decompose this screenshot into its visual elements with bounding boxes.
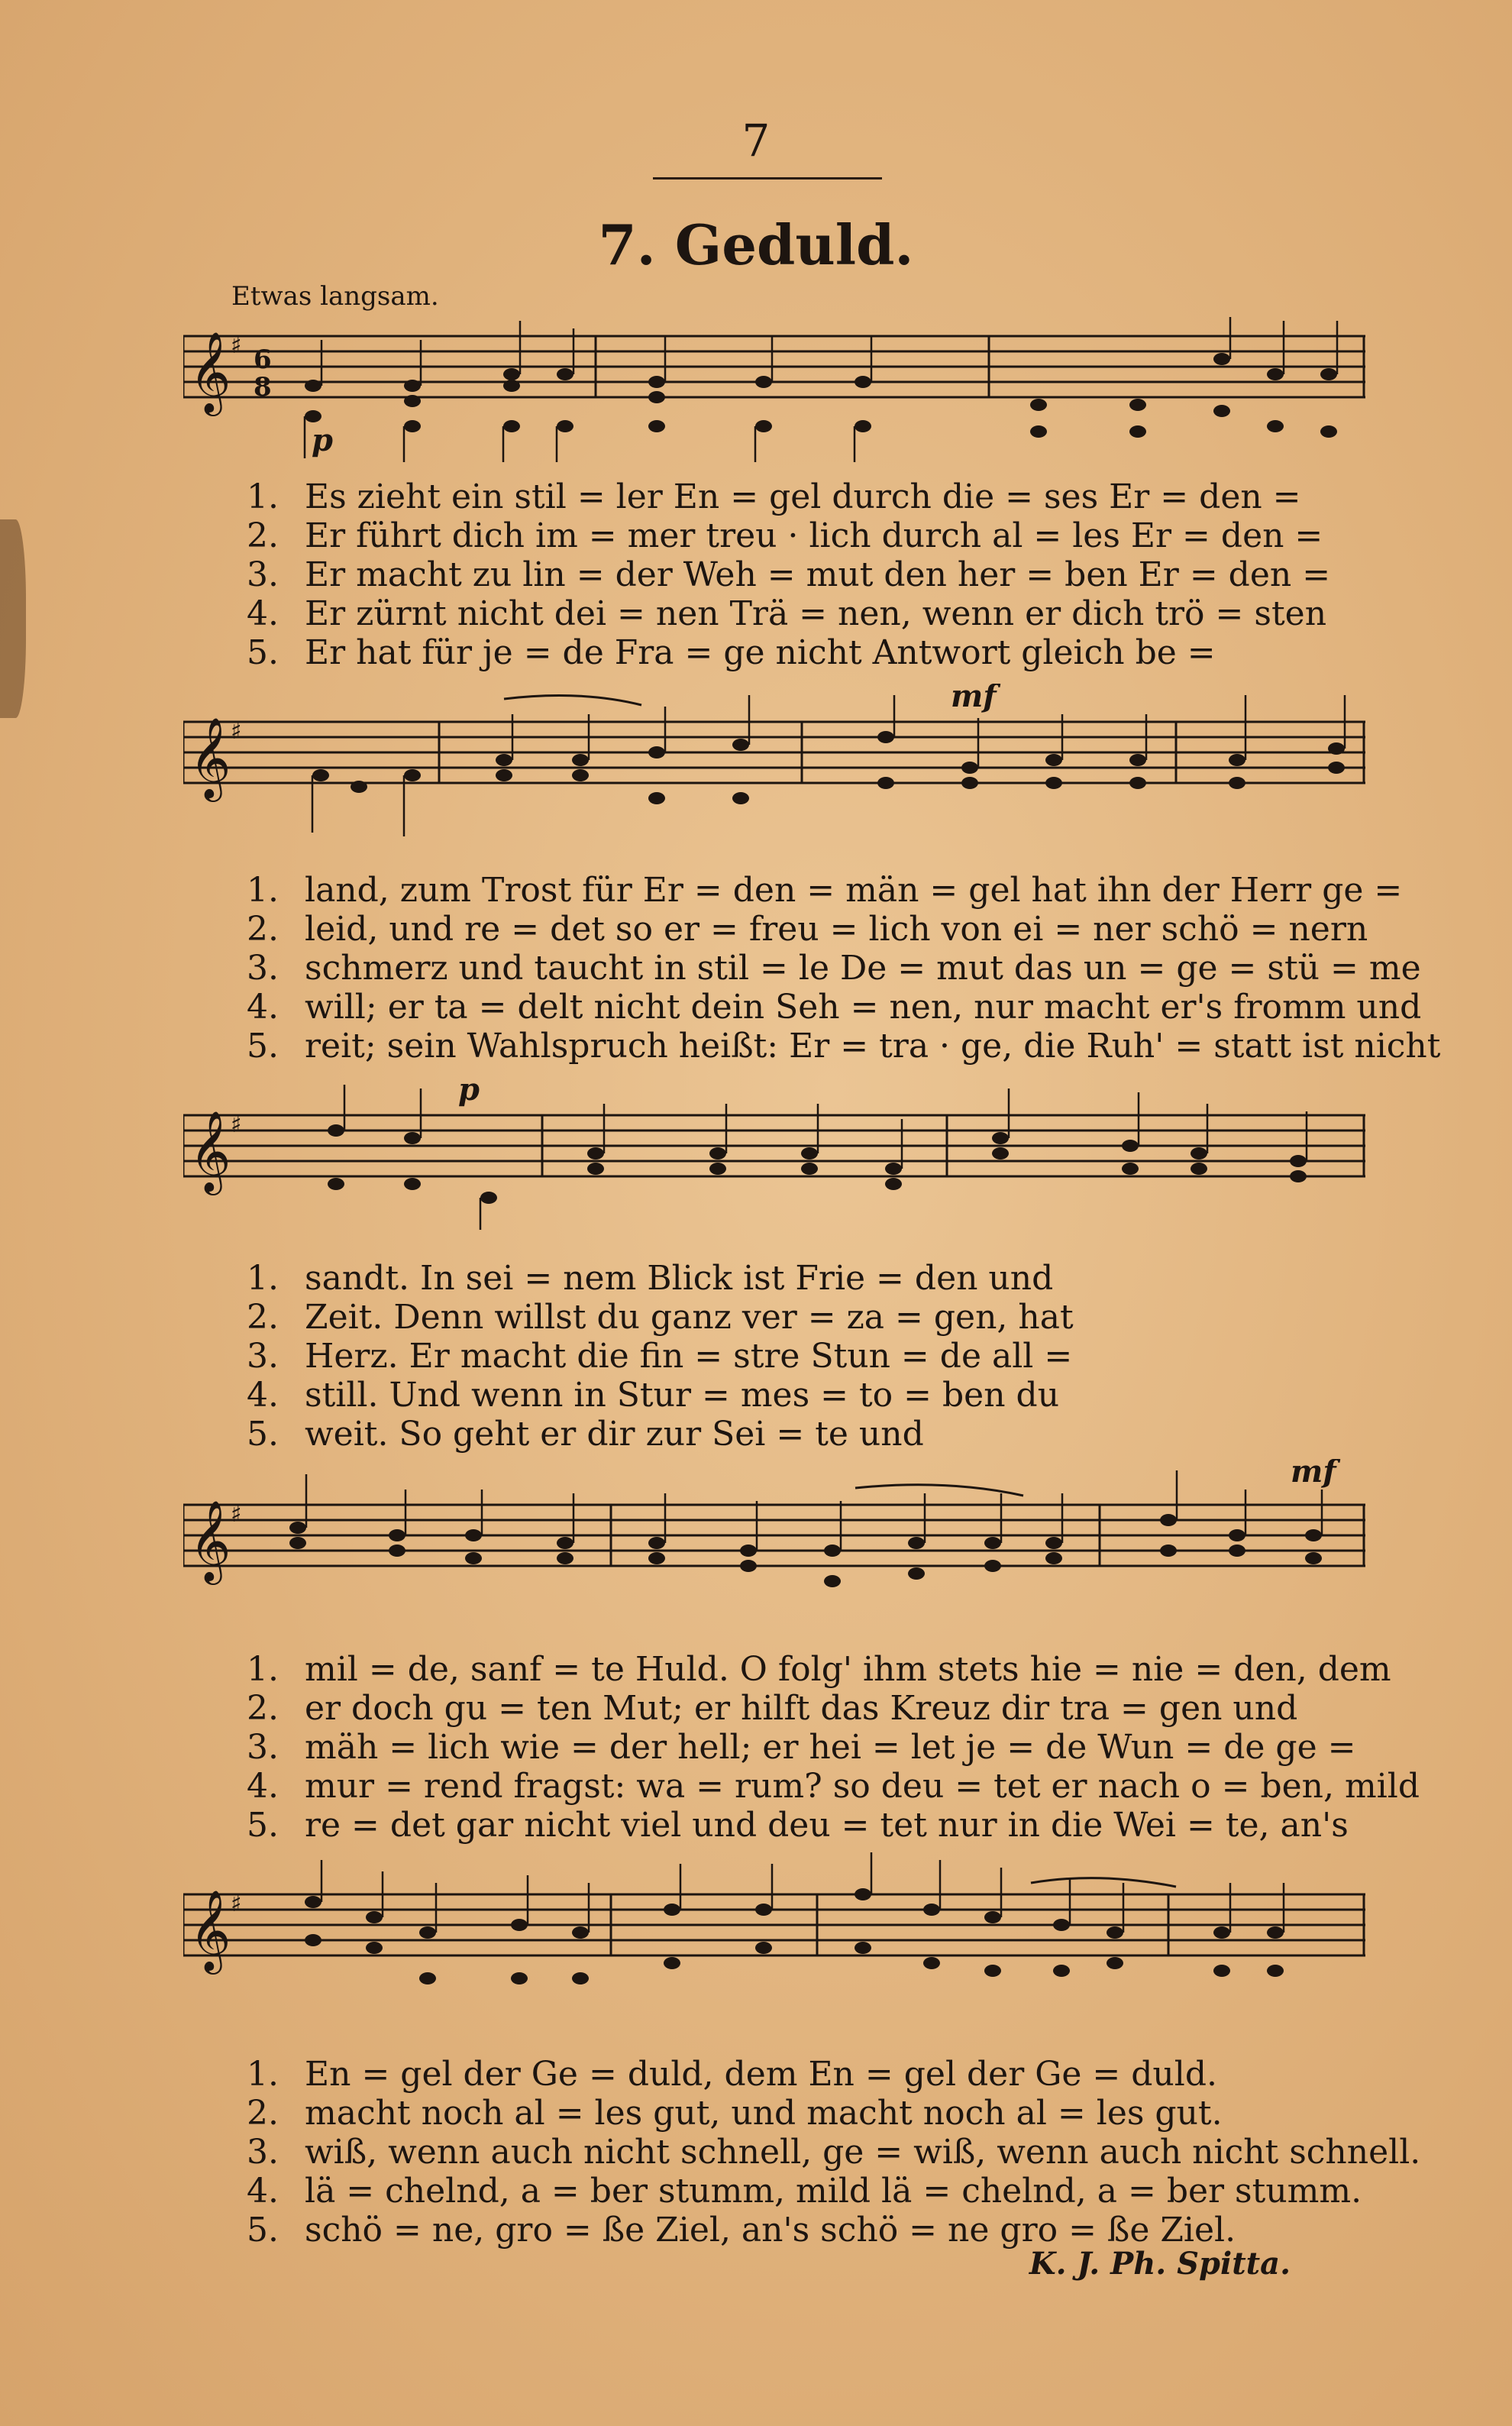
page-number: 7: [741, 115, 771, 167]
verse-block-5: [247, 2055, 1421, 2250]
verse-line: 1. Es zieht ein stil = ler En = gel durch die = ses Er = den =: [247, 477, 1301, 516]
verse-line: 2. macht noch al = les gut, und macht noch al = les gut.: [247, 2094, 1223, 2133]
music-staff-2: [183, 684, 1365, 848]
verse-line: 4. will; er ta = delt nicht dein Seh = nen, nur macht er's fromm und: [247, 988, 1422, 1027]
verse-line: 3. Herz. Er macht die fin = stre Stun = de all =: [247, 1337, 1073, 1376]
verse-line: 5. Er hat für je = de Fra = ge nicht Antwort gleich be =: [247, 633, 1216, 672]
svg-text:𝄞: 𝄞: [189, 1110, 231, 1192]
author-credit: K. J. Ph. Spitta.: [1029, 2246, 1291, 2282]
verse-block-1: [247, 477, 1369, 672]
verse-line: 2. leid, und re = det so er = freu = lich von ei = ner schö = nern: [247, 910, 1368, 949]
verse-line: 1. mil = de, sanf = te Huld. O folg' ihm stets hie = nie = den, dem: [247, 1650, 1391, 1689]
verse-line: 2. Zeit. Denn willst du ganz ver = za = gen, hat: [247, 1298, 1074, 1337]
verse-line: 3. wiß, wenn auch nicht schnell, ge = wiß, wenn auch nicht schnell.: [247, 2133, 1421, 2172]
verse-line: 1. sandt. In sei = nem Blick ist Frie = den und: [247, 1259, 1054, 1298]
verse-line: 2. er doch gu = ten Mut; er hilft das Kreuz dir tra = gen und: [247, 1689, 1298, 1728]
song-title: 7. Geduld.: [598, 212, 914, 277]
svg-text:♯: ♯: [231, 718, 242, 745]
music-staff-1: [183, 306, 1365, 470]
dynamic-mf: mf: [1291, 1459, 1336, 1490]
verse-line: 1. land, zum Trost für Er = den = män = gel hat ihn der Herr ge =: [247, 871, 1403, 910]
verse-block-2: [247, 871, 1441, 1066]
verse-line: 3. mäh = lich wie = der hell; er hei = let je = de Wun = de ge =: [247, 1728, 1356, 1767]
verse-line: 5. schö = ne, gro = ße Ziel, an's schö = ne gro = ße Ziel.: [247, 2211, 1236, 2250]
svg-text:𝄞: 𝄞: [189, 1499, 231, 1581]
music-staff-4: [183, 1459, 1365, 1623]
verse-line: 5. re = det gar nicht viel und deu = tet nur in die Wei = te, an's: [247, 1806, 1349, 1845]
verse-line: 4. Er zürnt nicht dei = nen Trä = nen, wenn er dich trö = sten: [247, 594, 1327, 633]
verse-line: 3. Er macht zu lin = der Weh = mut den her = ben Er = den =: [247, 555, 1331, 594]
verse-line: 4. mur = rend fragst: wa = rum? so deu = tet er nach o = ben, mild: [247, 1767, 1420, 1806]
verse-line: 1. En = gel der Ge = duld, dem En = gel der Ge = duld.: [247, 2055, 1217, 2094]
svg-text:6: 6: [254, 344, 272, 375]
dynamic-p: p: [458, 1072, 480, 1108]
dynamic-mf: mf: [951, 684, 997, 714]
verse-line: 5. weit. So geht er dir zur Sei = te und: [247, 1415, 924, 1454]
dynamic-p: p: [312, 422, 333, 458]
svg-text:8: 8: [254, 372, 272, 403]
verse-line: 4. lä = chelnd, a = ber stumm, mild lä = chelnd, a = ber stumm.: [247, 2172, 1362, 2211]
verse-block-3: [247, 1259, 1369, 1454]
music-staff-3: [183, 1069, 1365, 1234]
verse-block-4: [247, 1650, 1420, 1845]
verse-line: 2. Er führt dich im = mer treu · lich durch al = les Er = den =: [247, 516, 1323, 555]
music-staff-5: [183, 1849, 1365, 2013]
svg-text:♯: ♯: [231, 1501, 242, 1528]
svg-text:♯: ♯: [231, 332, 242, 359]
verse-line: 5. reit; sein Wahlspruch heißt: Er = tra · ge, die Ruh' = statt ist nicht: [247, 1027, 1441, 1066]
page-stain: [0, 519, 26, 718]
svg-text:♯: ♯: [231, 1891, 242, 1917]
header-rule: [653, 177, 882, 180]
svg-text:♯: ♯: [231, 1111, 242, 1138]
tempo-marking: Etwas langsam.: [231, 281, 439, 312]
verse-line: 4. still. Und wenn in Stur = mes = to = ben du: [247, 1376, 1060, 1415]
svg-text:𝄞: 𝄞: [189, 331, 231, 412]
svg-text:𝄞: 𝄞: [189, 1889, 231, 1971]
verse-line: 3. schmerz und taucht in stil = le De = mut das un = ge = stü = me: [247, 949, 1421, 988]
svg-text:𝄞: 𝄞: [189, 716, 231, 798]
